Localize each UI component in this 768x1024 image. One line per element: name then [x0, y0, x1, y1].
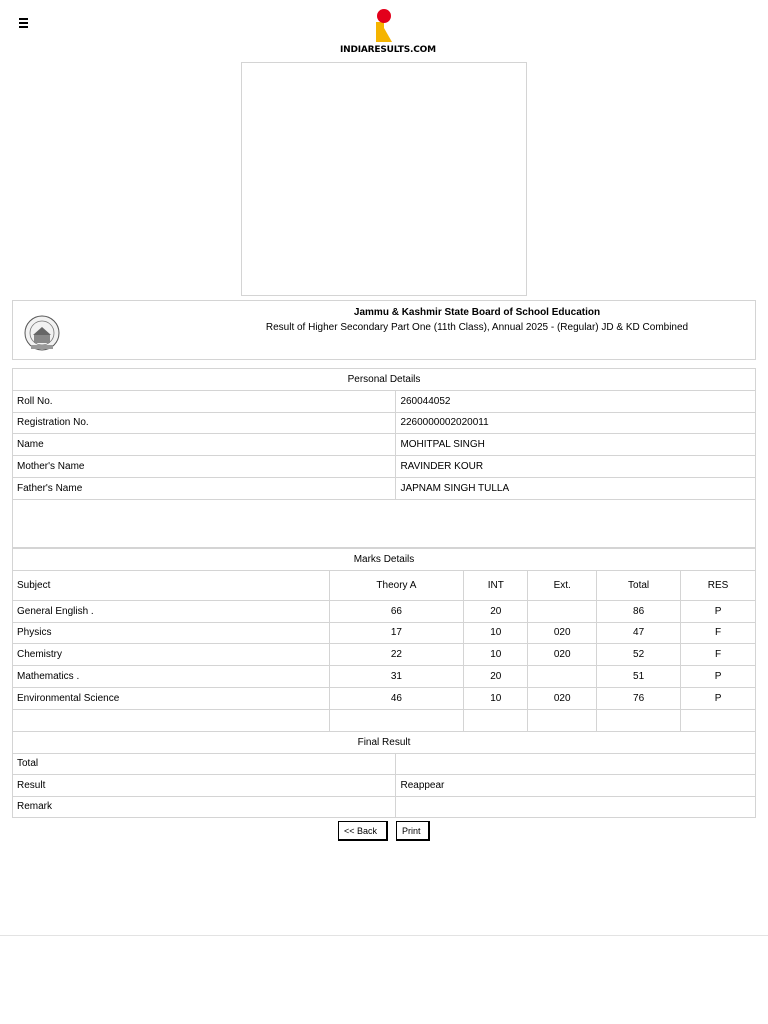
marks-details-table	[12, 548, 756, 732]
final-result-table	[12, 731, 756, 818]
field-label: Remark	[13, 796, 396, 818]
ext-cell	[528, 600, 597, 622]
back-button[interactable]: << Back	[338, 821, 388, 841]
ext-cell: 020	[528, 644, 597, 666]
theory-cell: 17	[329, 622, 464, 644]
res-cell: P	[681, 666, 756, 688]
field-value	[396, 753, 756, 775]
field-value: 260044052	[396, 390, 756, 412]
logo-figure-icon	[374, 8, 394, 44]
int-cell: 10	[464, 687, 528, 709]
theory-cell: 66	[329, 600, 464, 622]
blank-row	[13, 499, 756, 547]
field-value: Reappear	[396, 775, 756, 797]
final-result-heading: Final Result	[13, 732, 756, 754]
field-value	[396, 796, 756, 818]
res-cell: P	[681, 687, 756, 709]
field-label: Father's Name	[13, 477, 396, 499]
total-cell: 51	[597, 666, 681, 688]
hamburger-menu-icon[interactable]	[19, 18, 31, 30]
result-title: Result of Higher Secondary Part One (11th Class), Annual 2025 - (Regular) JD & KD Combined	[265, 322, 689, 333]
board-name: Jammu & Kashmir State Board of School Education	[353, 307, 601, 318]
field-value: JAPNAM SINGH TULLA	[396, 477, 756, 499]
logo-text: INDIARESULTS.COM	[340, 45, 436, 55]
res-cell: P	[681, 600, 756, 622]
table-row	[13, 775, 756, 797]
field-label: Total	[13, 753, 396, 775]
column-header-theory: Theory A	[329, 570, 464, 600]
field-label: Name	[13, 434, 396, 456]
marks-details-heading: Marks Details	[13, 549, 756, 571]
blank-row	[13, 709, 756, 731]
int-cell: 10	[464, 622, 528, 644]
int-cell: 20	[464, 666, 528, 688]
indiaresults-logo[interactable]	[338, 8, 436, 56]
board-header	[12, 300, 756, 360]
subject-cell: Physics	[13, 622, 330, 644]
print-button[interactable]: Print	[396, 821, 430, 841]
column-header-ext: Ext.	[528, 570, 597, 600]
int-cell: 10	[464, 644, 528, 666]
total-cell: 47	[597, 622, 681, 644]
marks-column-headers	[13, 570, 756, 600]
personal-details-table	[12, 368, 756, 548]
table-row	[13, 477, 756, 499]
table-row	[13, 753, 756, 775]
footer-divider	[0, 935, 768, 936]
subject-cell: Chemistry	[13, 644, 330, 666]
personal-details-heading: Personal Details	[13, 369, 756, 391]
total-cell: 52	[597, 644, 681, 666]
table-row	[13, 434, 756, 456]
subject-cell: General English .	[13, 600, 330, 622]
column-header-int: INT	[464, 570, 528, 600]
table-row	[13, 390, 756, 412]
board-emblem-icon	[23, 311, 61, 355]
ext-cell	[528, 666, 597, 688]
res-cell: F	[681, 622, 756, 644]
ext-cell: 020	[528, 622, 597, 644]
table-row	[13, 600, 756, 622]
res-cell: F	[681, 644, 756, 666]
column-header-subject: Subject	[13, 570, 330, 600]
subject-cell: Environmental Science	[13, 687, 330, 709]
table-row	[13, 412, 756, 434]
field-value: MOHITPAL SINGH	[396, 434, 756, 456]
field-label: Roll No.	[13, 390, 396, 412]
field-label: Mother's Name	[13, 456, 396, 478]
field-label: Registration No.	[13, 412, 396, 434]
ext-cell: 020	[528, 687, 597, 709]
advertisement-box	[241, 62, 527, 296]
theory-cell: 46	[329, 687, 464, 709]
field-value: 2260000002020011	[396, 412, 756, 434]
int-cell: 20	[464, 600, 528, 622]
table-row	[13, 687, 756, 709]
field-label: Result	[13, 775, 396, 797]
theory-cell: 22	[329, 644, 464, 666]
table-row	[13, 456, 756, 478]
table-row	[13, 644, 756, 666]
field-value: RAVINDER KOUR	[396, 456, 756, 478]
table-row	[13, 796, 756, 818]
theory-cell: 31	[329, 666, 464, 688]
column-header-total: Total	[597, 570, 681, 600]
column-header-res: RES	[681, 570, 756, 600]
subject-cell: Mathematics .	[13, 666, 330, 688]
total-cell: 86	[597, 600, 681, 622]
total-cell: 76	[597, 687, 681, 709]
table-row	[13, 622, 756, 644]
table-row	[13, 666, 756, 688]
